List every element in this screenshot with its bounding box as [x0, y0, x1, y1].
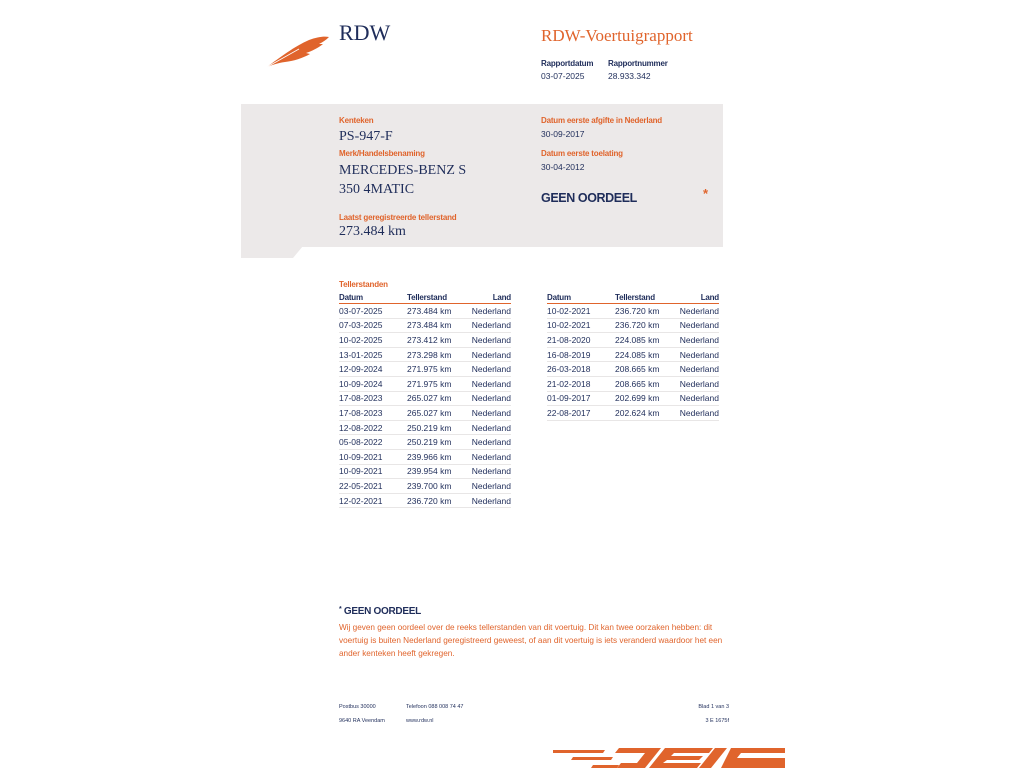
- cell-date: 12-02-2021: [339, 493, 407, 508]
- column-header-date: Datum: [339, 292, 407, 304]
- cell-reading: 265.027 km: [407, 406, 471, 421]
- cell-reading: 273.412 km: [407, 333, 471, 348]
- cell-reading: 273.484 km: [407, 318, 471, 333]
- cell-country: Nederland: [679, 304, 719, 319]
- table-row: [339, 304, 511, 319]
- cell-reading: 273.484 km: [407, 304, 471, 319]
- cell-country: Nederland: [471, 479, 511, 494]
- cell-date: 03-07-2025: [339, 304, 407, 319]
- cell-date: 12-09-2024: [339, 362, 407, 377]
- first-admission-date: 30-04-2012: [541, 162, 585, 172]
- table-row: [339, 362, 511, 377]
- verdict-text: GEEN OORDEEL: [541, 191, 637, 205]
- cell-date: 10-02-2025: [339, 333, 407, 348]
- cell-country: Nederland: [471, 347, 511, 362]
- make-label: Merk/Handelsbenaming: [339, 149, 425, 158]
- cell-date: 12-08-2022: [339, 420, 407, 435]
- cell-country: Nederland: [679, 362, 719, 377]
- report-number: 28.933.342: [608, 71, 651, 81]
- column-header-reading: Tellerstand: [615, 292, 679, 304]
- table-row: [339, 435, 511, 450]
- report-date: 03-07-2025: [541, 71, 585, 81]
- cell-date: 10-02-2021: [547, 318, 615, 333]
- note-title: GEEN OORDEEL: [343, 606, 421, 617]
- table-row: [339, 449, 511, 464]
- footer-page-number: Blad 1 van 3: [698, 704, 729, 710]
- cell-country: Nederland: [471, 391, 511, 406]
- cell-reading: 273.298 km: [407, 347, 471, 362]
- first-issue-nl-label: Datum eerste afgifte in Nederland: [541, 116, 662, 125]
- cell-date: 07-03-2025: [339, 318, 407, 333]
- cell-country: Nederland: [471, 464, 511, 479]
- table-row: [339, 420, 511, 435]
- odometer-table-left: [339, 292, 511, 508]
- footer-code: 3 E 1675f: [705, 718, 729, 724]
- cell-country: Nederland: [471, 304, 511, 319]
- footer-postbus: Postbus 30000: [339, 704, 376, 710]
- table-row: [339, 347, 511, 362]
- cell-reading: 250.219 km: [407, 435, 471, 450]
- table-row: [547, 347, 719, 362]
- cell-reading: 239.700 km: [407, 479, 471, 494]
- feather-logo-icon: [265, 34, 331, 70]
- odometer-label: Laatst geregistreerde tellerstand: [339, 213, 457, 222]
- report-title: RDW-Voertuigrapport: [541, 26, 693, 45]
- cell-country: Nederland: [679, 347, 719, 362]
- table-row: [339, 333, 511, 348]
- rdw-speed-stripes-icon: [553, 746, 785, 768]
- table-row: [339, 464, 511, 479]
- cell-date: 10-02-2021: [547, 304, 615, 319]
- column-header-country: Land: [471, 292, 511, 304]
- cell-country: Nederland: [679, 406, 719, 421]
- table-row: [547, 318, 719, 333]
- footer-address: 9640 RA Veendam: [339, 718, 385, 724]
- cell-reading: 236.720 km: [615, 304, 679, 319]
- table-row: [339, 479, 511, 494]
- cell-reading: 239.966 km: [407, 449, 471, 464]
- cell-date: 17-08-2023: [339, 406, 407, 421]
- table-row: [547, 391, 719, 406]
- panel-tab-shape: [241, 246, 303, 258]
- cell-reading: 265.027 km: [407, 391, 471, 406]
- cell-country: Nederland: [679, 318, 719, 333]
- first-issue-nl-date: 30-09-2017: [541, 129, 585, 139]
- cell-reading: 250.219 km: [407, 420, 471, 435]
- cell-date: 13-01-2025: [339, 347, 407, 362]
- cell-country: Nederland: [471, 333, 511, 348]
- cell-date: 21-08-2020: [547, 333, 615, 348]
- brand-name: RDW: [339, 20, 391, 45]
- cell-date: 10-09-2021: [339, 449, 407, 464]
- column-header-date: Datum: [547, 292, 615, 304]
- vehicle-summary-panel: [241, 104, 723, 247]
- cell-country: Nederland: [471, 318, 511, 333]
- license-plate: PS-947-F: [339, 129, 393, 144]
- cell-country: Nederland: [471, 420, 511, 435]
- cell-date: 22-08-2017: [547, 406, 615, 421]
- cell-reading: 224.085 km: [615, 347, 679, 362]
- cell-reading: 202.699 km: [615, 391, 679, 406]
- cell-country: Nederland: [471, 435, 511, 450]
- table-row: [339, 406, 511, 421]
- cell-date: 26-03-2018: [547, 362, 615, 377]
- cell-country: Nederland: [679, 391, 719, 406]
- table-row: [547, 362, 719, 377]
- cell-date: 21-02-2018: [547, 376, 615, 391]
- cell-country: Nederland: [471, 493, 511, 508]
- note-body: Wij geven geen oordeel over de reeks tellerstanden van dit voertuig. Dit kan twee oorzaken hebben: dit voertuig is buiten Nederland geregistreerd geweest, of aan dit voertuig is iets veranderd waardoor het een ander kenteken heeft gekregen.: [339, 623, 723, 658]
- make-line-2: 350 4MATIC: [339, 182, 415, 197]
- cell-date: 01-09-2017: [547, 391, 615, 406]
- table-row: [339, 493, 511, 508]
- table-row: [547, 304, 719, 319]
- make-line-1: MERCEDES-BENZ S: [339, 163, 467, 178]
- report-page: [241, 0, 729, 768]
- table-row: [339, 376, 511, 391]
- cell-reading: 236.720 km: [407, 493, 471, 508]
- cell-country: Nederland: [679, 333, 719, 348]
- cell-country: Nederland: [471, 362, 511, 377]
- cell-country: Nederland: [471, 406, 511, 421]
- column-header-reading: Tellerstand: [407, 292, 471, 304]
- table-row: [547, 406, 719, 421]
- cell-reading: 208.665 km: [615, 376, 679, 391]
- table-row: [339, 391, 511, 406]
- verdict-star: *: [703, 186, 709, 201]
- cell-country: Nederland: [471, 449, 511, 464]
- report-date-label: Rapportdatum: [541, 59, 594, 68]
- cell-reading: 236.720 km: [615, 318, 679, 333]
- footer-website: www.rdw.nl: [406, 718, 434, 724]
- cell-reading: 208.665 km: [615, 362, 679, 377]
- footer-phone: Telefoon 088 008 74 47: [406, 704, 464, 710]
- cell-country: Nederland: [471, 376, 511, 391]
- cell-reading: 224.085 km: [615, 333, 679, 348]
- table-row: [339, 318, 511, 333]
- first-admission-label: Datum eerste toelating: [541, 149, 623, 158]
- odometer-table-title: Tellerstanden: [339, 280, 388, 289]
- cell-date: 05-08-2022: [339, 435, 407, 450]
- plate-label: Kenteken: [339, 116, 374, 125]
- cell-reading: 239.954 km: [407, 464, 471, 479]
- odometer-value: 273.484 km: [339, 224, 406, 239]
- cell-date: 10-09-2021: [339, 464, 407, 479]
- note-star: *: [339, 606, 342, 613]
- cell-date: 17-08-2023: [339, 391, 407, 406]
- table-row: [547, 333, 719, 348]
- note-heading: [339, 606, 421, 617]
- table-header-row: [339, 292, 511, 304]
- table-row: [547, 376, 719, 391]
- cell-reading: 271.975 km: [407, 362, 471, 377]
- cell-date: 22-05-2021: [339, 479, 407, 494]
- cell-reading: 271.975 km: [407, 376, 471, 391]
- cell-date: 10-09-2024: [339, 376, 407, 391]
- cell-reading: 202.624 km: [615, 406, 679, 421]
- cell-date: 16-08-2019: [547, 347, 615, 362]
- cell-country: Nederland: [679, 376, 719, 391]
- table-header-row: [547, 292, 719, 304]
- column-header-country: Land: [679, 292, 719, 304]
- odometer-table-right: [547, 292, 719, 421]
- report-number-label: Rapportnummer: [608, 59, 668, 68]
